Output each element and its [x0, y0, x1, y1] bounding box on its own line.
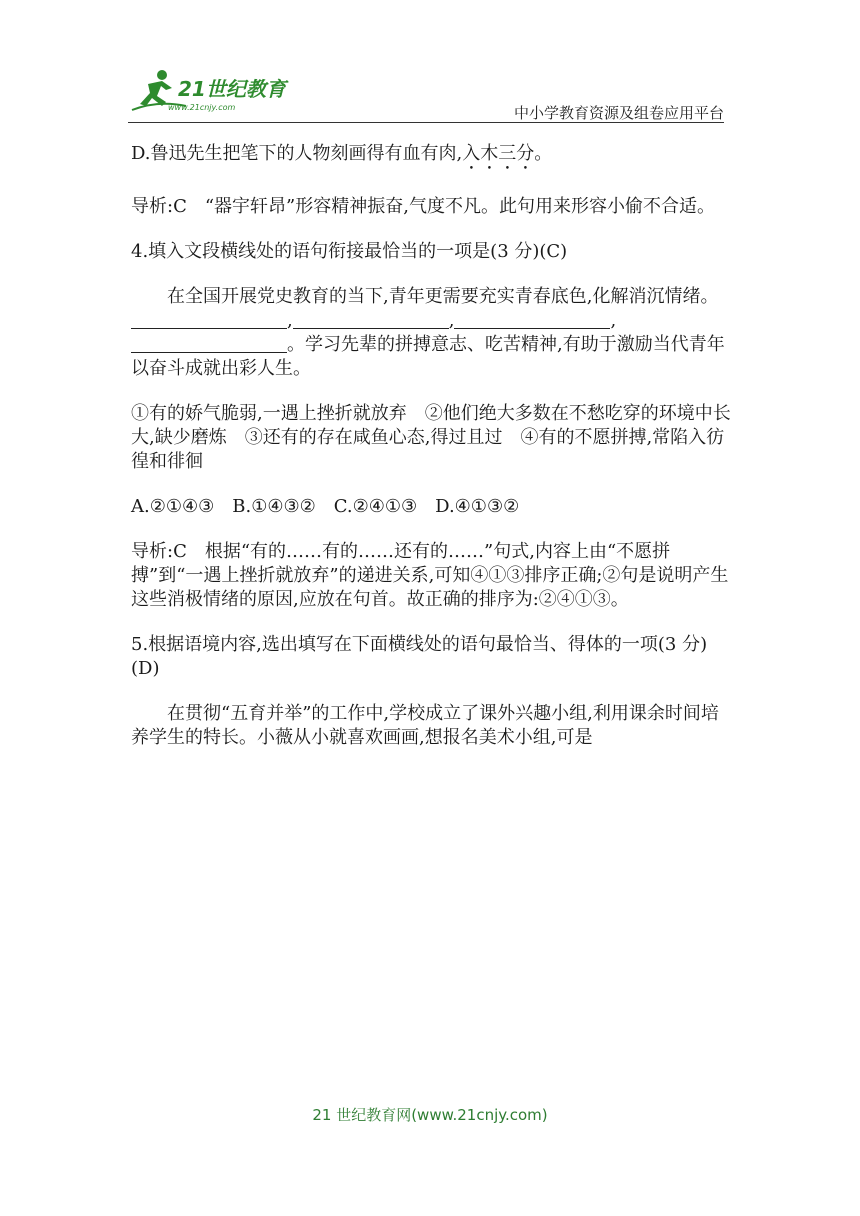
fill-blank-3 — [454, 310, 610, 329]
fill-blank-2 — [293, 310, 449, 329]
page-content — [131, 142, 731, 771]
q5-passage: 在贯彻“五育并举”的工作中,学校成立了课外兴趣小组,利用课余时间培养学生的特长。小薇从小就喜欢画画,想报名美术小组,可是 — [131, 703, 719, 748]
q4-passage: 在全国开展党史教育的当下,青年更需要充实青春底色,化解消沉情绪。, , ,。学习先辈的拼搏意志、吃苦精神,有助于激励当代青年以奋斗成就出彩人生。 — [131, 286, 725, 379]
fill-blank-4 — [131, 334, 287, 353]
q4-analysis: 导析:C 根据“有的……有的……还有的……”句式,内容上由“不愿拼搏”到“一遇上挫折就放弃”的递进关系,可知④①③排序正确;②句是说明产生这些消极情绪的原因,应放在句首。故正确的排序为:②④①③。 — [131, 541, 729, 610]
fill-blank-1 — [131, 310, 287, 329]
logo-title: 21世纪教育 — [178, 77, 286, 101]
logo-url: www.21cnjy.com — [168, 103, 236, 112]
page-header — [128, 62, 724, 124]
emphasized-phrase: 入木三分 — [462, 143, 535, 164]
q3-option-d: D.鲁迅先生把笔下的人物刻画得有血有肉,入木三分。 — [131, 143, 553, 164]
q5-stem: 5.根据语境内容,选出填写在下面横线处的语句最恰当、得体的一项(3 分)(D) — [131, 634, 708, 679]
q3-analysis: 导析:C “器宇轩昂”形容精神振奋,气度不凡。此句用来形容小偷不合适。 — [131, 196, 715, 217]
platform-name: 中小学教育资源及组卷应用平台 — [513, 104, 724, 122]
q4-options: A.②①④③ B.①④③② C.②④①③ D.④①③② — [131, 496, 520, 517]
header-divider — [128, 122, 724, 123]
site-logo — [128, 66, 298, 114]
q4-stem: 4.填入文段横线处的语句衔接最恰当的一项是(3 分)(C) — [131, 241, 568, 262]
page-footer: 21 世纪教育网(www.21cnjy.com) — [312, 1106, 548, 1124]
q4-items: ①有的娇气脆弱,一遇上挫折就放弃 ②他们绝大多数在不愁吃穿的环境中长大,缺少磨炼 ③还有的存在咸鱼心态,得过且过 ④有的不愿拼搏,常陷入彷徨和徘徊 — [131, 403, 731, 472]
